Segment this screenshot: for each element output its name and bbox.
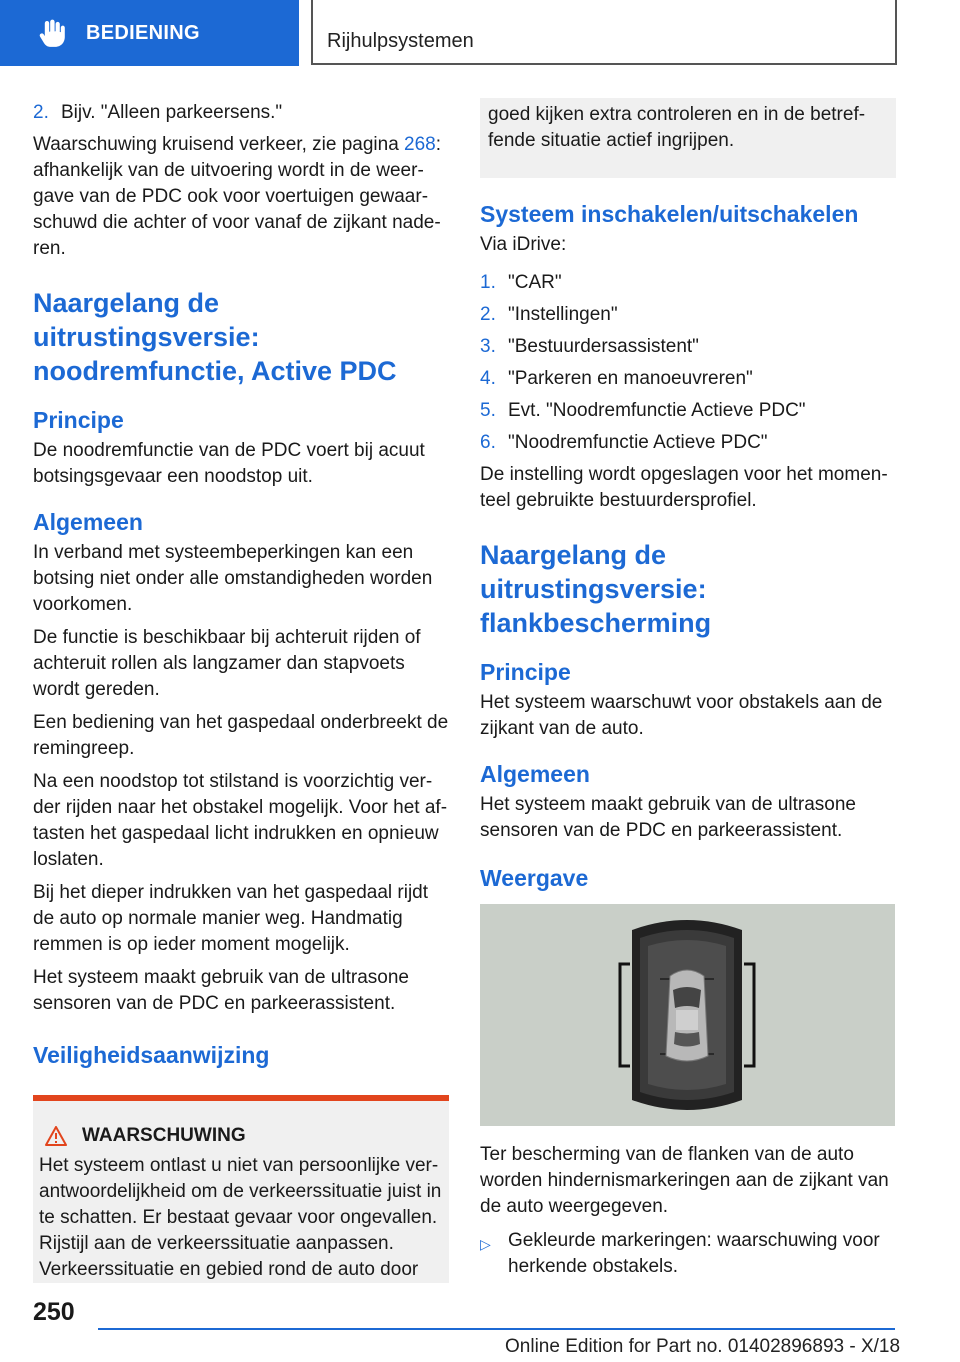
paragraph bbox=[33, 132, 449, 262]
section-heading: Naargelang de uitrustingsversie: noodremfunctie, Active PDC bbox=[33, 288, 397, 386]
step-number: 1. bbox=[480, 272, 496, 293]
step-item bbox=[480, 430, 896, 456]
subheading-algemeen: Algemeen bbox=[480, 761, 590, 787]
step-text: "CAR" bbox=[508, 272, 562, 293]
step-number: 4. bbox=[480, 368, 496, 389]
paragraph: In verband met systeembeperkingen kan een botsing niet onder alle omstandigheden worden voorkomen. bbox=[33, 542, 433, 615]
step-text: "Instellingen" bbox=[508, 304, 618, 325]
step-item bbox=[480, 270, 896, 296]
step-text: Evt. "Noodremfunctie Actieve PDC" bbox=[508, 400, 806, 421]
step-item bbox=[480, 302, 896, 328]
parking-display-illustration bbox=[480, 904, 895, 1126]
warning-title: WAARSCHUWING bbox=[82, 1125, 246, 1146]
subheading-algemeen: Algemeen bbox=[33, 509, 143, 535]
step-number: 3. bbox=[480, 336, 496, 357]
list-item bbox=[33, 100, 449, 126]
subheading-systeem: Systeem inschakelen/uitschakelen bbox=[480, 201, 859, 227]
bullet-item bbox=[480, 1228, 896, 1280]
paragraph: Via iDrive: bbox=[480, 234, 567, 255]
page-number: 250 bbox=[33, 1298, 75, 1326]
step-number: 6. bbox=[480, 432, 496, 453]
paragraph: De instelling wordt opgeslagen voor het momenteel gebruikte bestuurdersprofiel. bbox=[480, 464, 888, 511]
step-text: "Bestuurdersassistent" bbox=[508, 336, 699, 357]
step-item bbox=[480, 398, 896, 424]
section-tab[interactable] bbox=[0, 0, 299, 66]
paragraph: De noodremfunctie van de PDC voert bij acuut botsingsgevaar een noodstop uit. bbox=[33, 440, 425, 487]
paragraph-text: Waarschuwing kruisend verkeer, zie pagina bbox=[33, 134, 405, 155]
list-item-text: Bijv. "Alleen parkeersens." bbox=[61, 102, 283, 123]
paragraph: Het systeem waarschuwt voor obstakels aan de zijkant van de auto. bbox=[480, 692, 883, 739]
list-item-number: 2. bbox=[33, 102, 49, 123]
subheading-veiligheid: Veiligheidsaanwijzing bbox=[33, 1042, 270, 1068]
paragraph: Het systeem maakt gebruik van de ultrasone sensoren van de PDC en parkeerassistent. bbox=[33, 967, 409, 1014]
subheading-principe: Principe bbox=[480, 659, 571, 685]
step-text: "Parkeren en manoeuvreren" bbox=[508, 368, 753, 389]
paragraph: Een bediening van het gaspedaal onderbreekt de remingreep. bbox=[33, 712, 449, 759]
paragraph: De functie is beschikbaar bij achteruit rijden of achteruit rollen als langzamer dan stapvoets wordt gereden. bbox=[33, 627, 421, 700]
warning-text: Het systeem ontlast u niet van persoonlijke verantwoordelijkheid om de verkeerssituatie juist in te schatten. Er bestaat gevaar voor ongevallen. Rijstijl aan de verkeerssituatie aanpassen. Verkeerssituatie en gebied rond de auto door bbox=[39, 1155, 442, 1280]
steps-list bbox=[480, 270, 896, 456]
breadcrumb-label: Rijhulpsystemen bbox=[327, 30, 474, 52]
warning-text: goed kijken extra controleren en in de betreffende situatie actief ingrijpen. bbox=[488, 104, 866, 151]
bullet-triangle-icon: ▷ bbox=[480, 1236, 491, 1252]
paragraph: Na een noodstop tot stilstand is voorzichtig verder rijden naar het obstakel mogelijk. Voor het aftasten het gaspedaal licht indrukken en opnieuw loslaten. bbox=[33, 771, 448, 870]
section-heading: Naargelang de uitrustingsversie: flankbescherming bbox=[480, 540, 712, 638]
step-item bbox=[480, 334, 896, 360]
paragraph: Ter bescherming van de flanken van de auto worden hindernismarkeringen aan de zijkant van de auto weergegeven. bbox=[480, 1144, 889, 1217]
warning-box-continued bbox=[480, 98, 896, 178]
warning-icon bbox=[45, 1126, 67, 1146]
left-column bbox=[33, 100, 449, 1283]
step-text: "Noodremfunctie Actieve PDC" bbox=[508, 432, 768, 453]
step-number: 5. bbox=[480, 400, 496, 421]
paragraph: Het systeem maakt gebruik van de ultrasone sensoren van de PDC en parkeerassistent. bbox=[480, 794, 856, 841]
paragraph-text: : afhankelijk van de uitvoering wordt in de weergave van de PDC ook voor voertuigen gewaarschuwd die achter of voor vanaf de zijkant naderen. bbox=[33, 134, 442, 259]
warning-header bbox=[45, 1123, 443, 1149]
footer-edition: Online Edition for Part no. 01402896893 - X/18 bbox=[505, 1336, 901, 1357]
page-link[interactable]: 268 bbox=[404, 134, 436, 155]
step-item bbox=[480, 366, 896, 392]
flank-protection-figure bbox=[480, 904, 895, 1126]
bullet-text: Gekleurde markeringen: waarschuwing voor herkende obstakels. bbox=[508, 1230, 880, 1277]
subheading-principe: Principe bbox=[33, 407, 124, 433]
footer-divider bbox=[98, 1328, 895, 1330]
hand-icon bbox=[36, 17, 68, 49]
right-column bbox=[480, 100, 896, 1280]
subheading-weergave: Weergave bbox=[480, 865, 589, 891]
step-number: 2. bbox=[480, 304, 496, 325]
warning-box bbox=[33, 1095, 449, 1283]
section-label: BEDIENING bbox=[86, 21, 200, 44]
breadcrumb bbox=[311, 0, 897, 65]
paragraph: Bij het dieper indrukken van het gaspedaal rijdt de auto op normale manier weg. Handmatig remmen is op ieder moment mogelijk. bbox=[33, 882, 429, 955]
